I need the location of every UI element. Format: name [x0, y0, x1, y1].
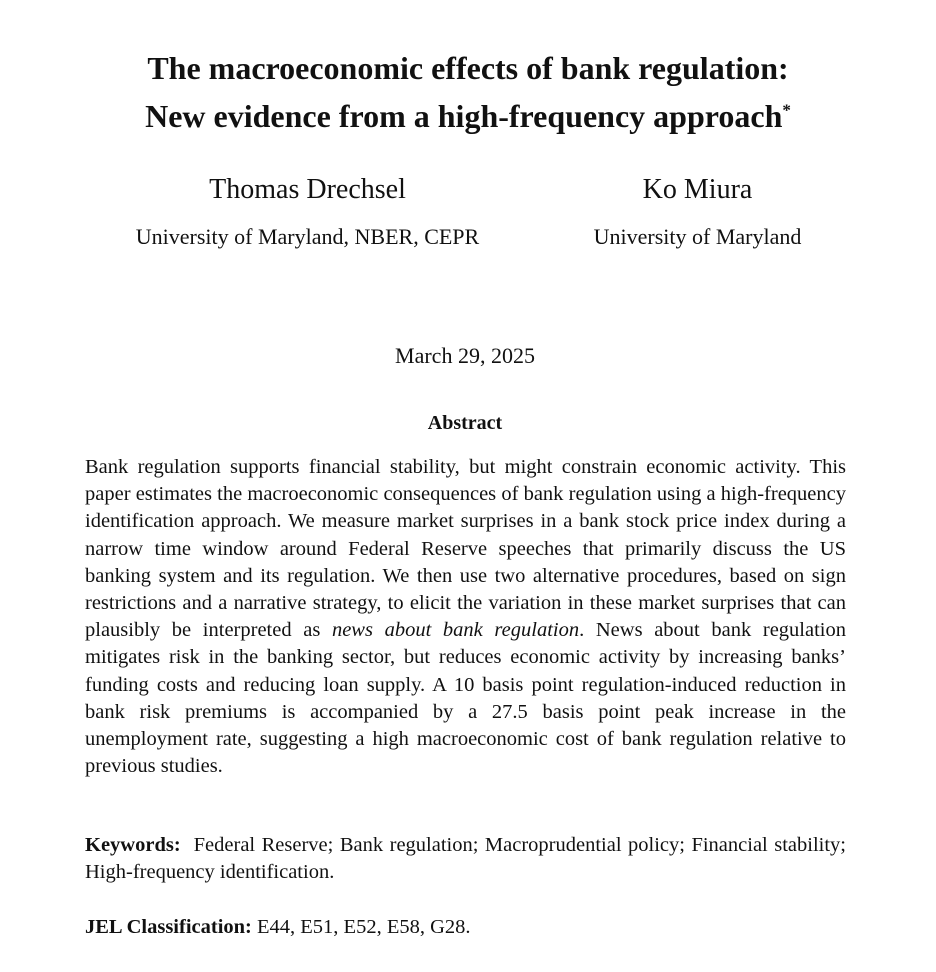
title-line-2	[0, 92, 936, 140]
keywords-label: Keywords:	[85, 834, 181, 856]
abstract-text-part-2: . News about bank regulation mitigates risk in the banking sector, but reduces economic activity by increasing banks’ funding costs and reducing loan supply. A 10 basis point regulation-induced reduction in bank risk premiums is accompanied by a 27.5 basis point peak increase in the unemployment rate, suggesting a high macroeconomic cost of bank regulation relative to previous studies.	[85, 619, 846, 778]
author-block-drechsel	[100, 173, 515, 251]
author-block-miura	[565, 173, 830, 251]
author-affiliation: University of Maryland, NBER, CEPR	[135, 224, 480, 249]
paper-title	[0, 44, 936, 140]
jel-classification	[85, 914, 846, 941]
abstract-text-part-1: Bank regulation supports financial stability, but might constrain economic activity. This paper estimates the macroeconomic consequences of bank regulation using a high-frequency identification approach. We measure market surprises in a bank stock price index during a narrow time window around Federal Reserve speeches that primarily discuss the US banking system and its regulation. We then use two alternative procedures, based on sign restrictions and a narrative strategy, to elicit the variation in these market surprises that can plausibly be interpreted as	[85, 456, 846, 642]
title-line-2-text: New evidence from a high-frequency approach	[145, 98, 783, 134]
abstract-emphasis: news about bank regulation	[331, 619, 580, 642]
keywords	[85, 832, 846, 886]
keywords-text: Federal Reserve; Bank regulation; Macroprudential policy; Financial stability; High-frequency identification.	[85, 834, 846, 884]
abstract-body	[85, 454, 846, 780]
title-footnote-mark[interactable]: *	[782, 100, 791, 120]
author-affiliation: University of Maryland	[593, 224, 802, 249]
author-name: Ko Miura	[642, 174, 753, 205]
publication-date: March 29, 2025	[395, 343, 535, 368]
title-line-1: The macroeconomic effects of bank regulation:	[147, 50, 789, 86]
author-name: Thomas Drechsel	[209, 174, 406, 205]
jel-label: JEL Classification:	[85, 916, 252, 938]
abstract-heading: Abstract	[427, 412, 503, 434]
jel-text: E44, E51, E52, E58, G28.	[257, 916, 471, 938]
